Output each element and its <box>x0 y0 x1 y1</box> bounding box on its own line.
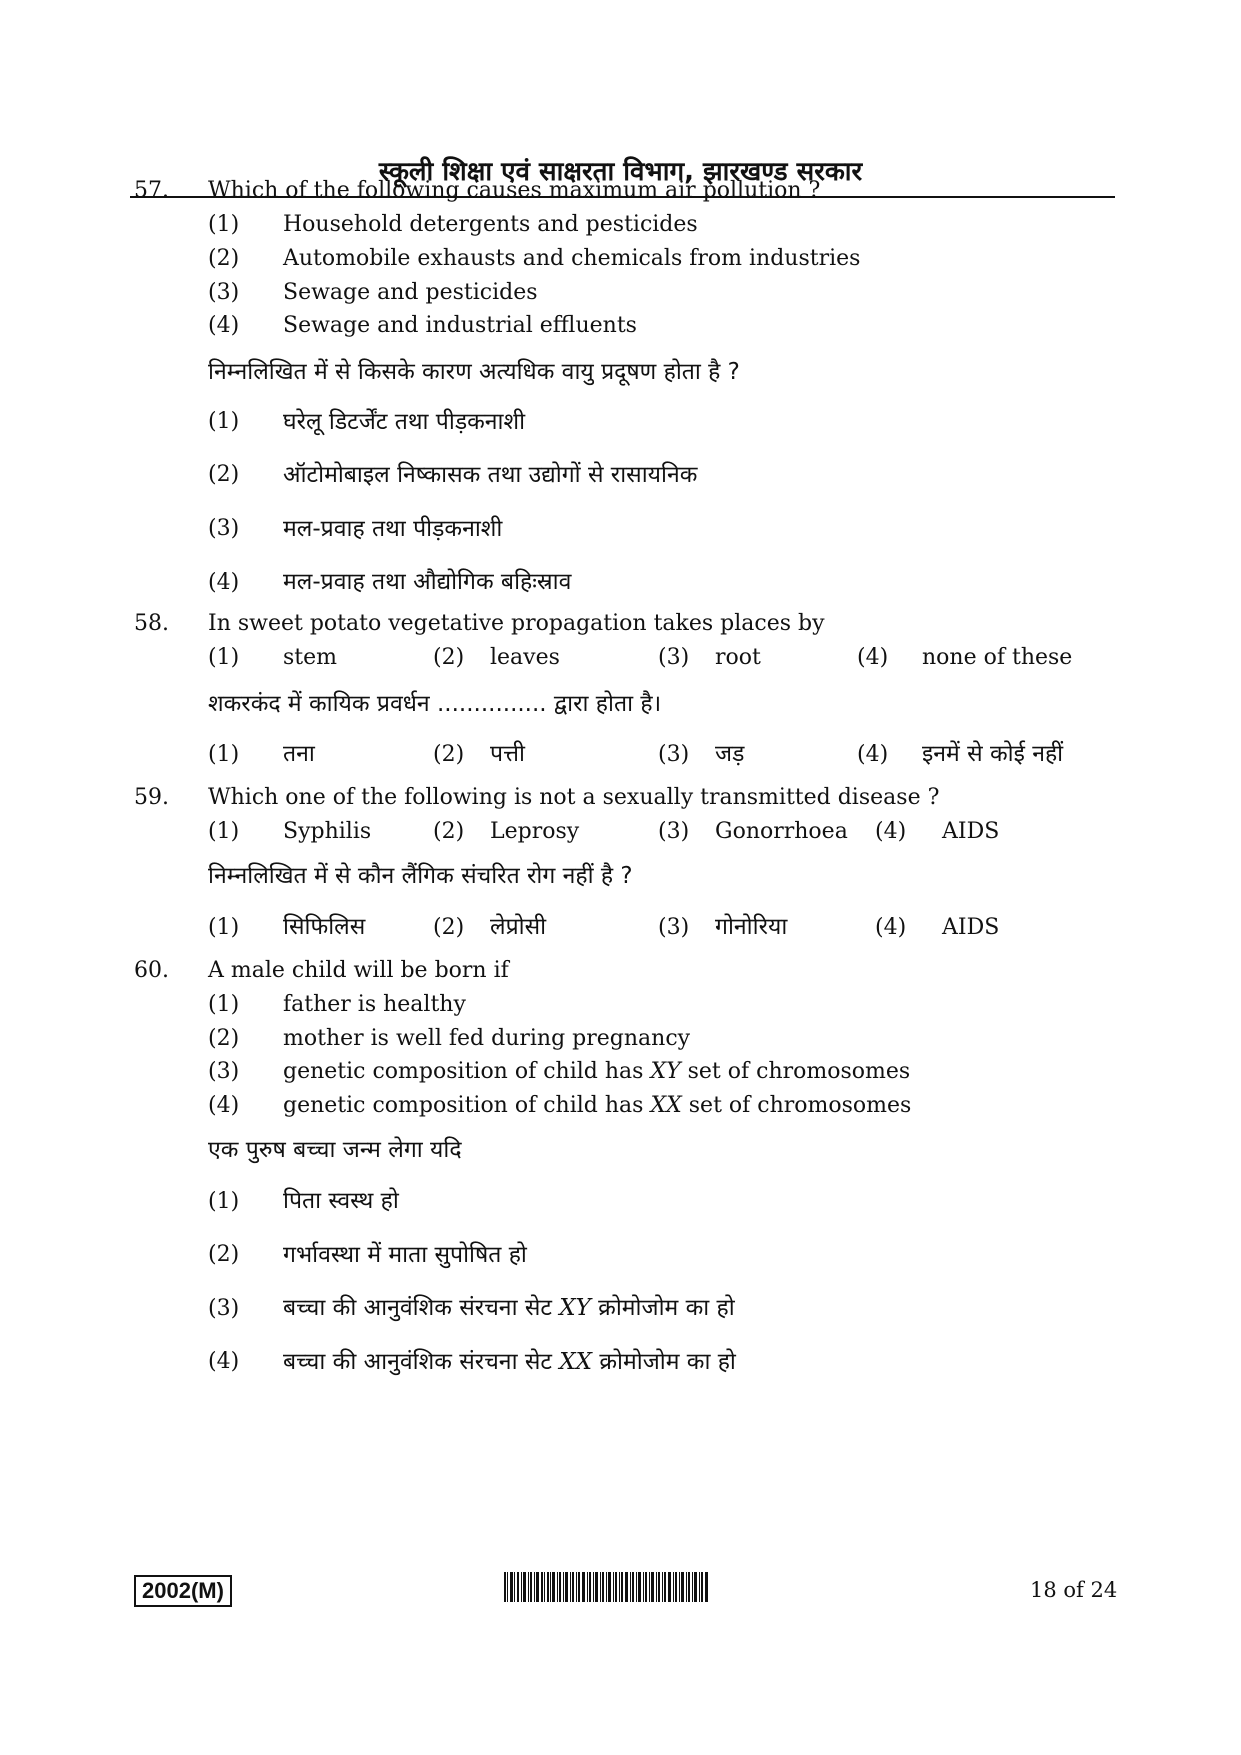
option-number: (2) <box>208 1242 240 1267</box>
chromosome-term: XX <box>559 1349 593 1375</box>
option-number: (2) <box>208 246 240 271</box>
barcode-graphic <box>504 1572 708 1602</box>
option-text: Leprosy <box>490 819 580 844</box>
option-number: (4) <box>208 570 240 595</box>
option-text-hi: गर्भावस्था में माता सुपोषित हो <box>283 1242 527 1268</box>
option-text <box>283 1059 910 1084</box>
option-text-hi: पिता स्वस्थ हो <box>283 1188 399 1214</box>
chromosome-term: XY <box>559 1295 591 1321</box>
option-number: (1) <box>208 819 240 844</box>
option-number: (2) <box>433 819 465 844</box>
chromosome-term: XX <box>650 1093 682 1118</box>
question-text-en: In sweet potato vegetative propagation takes places by <box>208 611 825 636</box>
question-number: 58. <box>134 611 169 636</box>
option-text-hi: मल-प्रवाह तथा औद्योगिक बहिःस्राव <box>283 569 572 595</box>
question-text-en: Which of the following causes maximum air pollution ? <box>208 178 821 203</box>
question-text-en: Which one of the following is not a sexually transmitted disease ? <box>208 785 940 810</box>
option-text: mother is well fed during pregnancy <box>283 1026 691 1051</box>
option-text: AIDS <box>942 819 1000 844</box>
option-number: (3) <box>208 280 240 305</box>
option-number: (3) <box>208 1296 240 1321</box>
option-text: Syphilis <box>283 819 372 844</box>
option-number: (1) <box>208 1189 240 1214</box>
option-number: (2) <box>433 645 465 670</box>
option-number: (4) <box>875 915 907 940</box>
option-text-suffix: क्रोमोजोम का हो <box>592 1349 736 1375</box>
question-text-en: A male child will be born if <box>208 958 509 983</box>
option-text: leaves <box>490 645 560 670</box>
option-number: (1) <box>208 992 240 1017</box>
option-text-hi <box>283 1344 736 1376</box>
option-text-hi: लेप्रोसी <box>490 914 547 940</box>
option-text: Household detergents and pesticides <box>283 212 698 237</box>
option-number: (2) <box>433 915 465 940</box>
question-number: 57. <box>134 178 169 203</box>
page-number: 18 of 24 <box>1030 1578 1118 1602</box>
option-text-hi: AIDS <box>942 915 1000 940</box>
option-number: (1) <box>208 212 240 237</box>
option-number: (4) <box>857 742 889 767</box>
option-text: Sewage and pesticides <box>283 280 538 305</box>
question-number: 60. <box>134 958 169 983</box>
option-text-prefix: genetic composition of child has <box>283 1059 651 1084</box>
option-text-hi: जड़ <box>715 741 745 767</box>
option-text-hi: गोनोरिया <box>715 914 788 940</box>
option-text: stem <box>283 645 338 670</box>
question-number: 59. <box>134 785 169 810</box>
option-number: (2) <box>433 742 465 767</box>
option-number: (2) <box>208 462 240 487</box>
option-text-hi: पत्ती <box>490 741 525 767</box>
option-text-hi: तना <box>283 741 315 767</box>
option-text-hi <box>283 1290 735 1322</box>
option-number: (1) <box>208 645 240 670</box>
option-text: Sewage and industrial effluents <box>283 313 637 338</box>
option-text-suffix: set of chromosomes <box>681 1093 912 1118</box>
option-text: Automobile exhausts and chemicals from industries <box>283 246 861 271</box>
chromosome-term: XY <box>650 1059 681 1084</box>
option-text-hi: मल-प्रवाह तथा पीड़कनाशी <box>283 516 503 542</box>
option-number: (3) <box>208 1059 240 1084</box>
page-header-title: स्कूली शिक्षा एवं साक्षरता विभाग, झारखण्ड सरकार <box>378 157 863 187</box>
option-text: none of these <box>922 645 1073 670</box>
option-number: (1) <box>208 409 240 434</box>
option-number: (3) <box>658 819 690 844</box>
option-text: father is healthy <box>283 992 466 1017</box>
option-text: root <box>715 645 761 670</box>
option-text-hi: घरेलू डिटर्जेंट तथा पीड़कनाशी <box>283 409 526 435</box>
option-number: (4) <box>208 1349 240 1374</box>
option-number: (1) <box>208 742 240 767</box>
question-text-hi: शकरकंद में कायिक प्रवर्धन ............... द्वारा होता है। <box>208 691 662 717</box>
option-text-hi: इनमें से कोई नहीं <box>922 741 1064 767</box>
paper-code-box: 2002(M) <box>134 1575 232 1607</box>
option-text-hi: सिफिलिस <box>283 914 366 940</box>
option-text-hi: ऑटोमोबाइल निष्कासक तथा उद्योगों से रासायनिक <box>283 462 698 488</box>
option-number: (3) <box>208 516 240 541</box>
option-number: (3) <box>658 645 690 670</box>
question-text-hi: निम्नलिखित में से किसके कारण अत्यधिक वायु प्रदूषण होता है ? <box>208 359 740 385</box>
question-text-hi: एक पुरुष बच्चा जन्म लेगा यदि <box>208 1137 462 1163</box>
option-text: Gonorrhoea <box>715 819 848 844</box>
option-number: (1) <box>208 915 240 940</box>
option-text-prefix: बच्चा की आनुवंशिक संरचना सेट <box>283 1295 560 1321</box>
option-number: (4) <box>875 819 907 844</box>
option-number: (4) <box>208 313 240 338</box>
option-number: (4) <box>857 645 889 670</box>
option-text-prefix: बच्चा की आनुवंशिक संरचना सेट <box>283 1349 560 1375</box>
option-number: (2) <box>208 1026 240 1051</box>
option-text-suffix: set of chromosomes <box>680 1059 911 1084</box>
option-text-suffix: क्रोमोजोम का हो <box>590 1295 735 1321</box>
question-text-hi: निम्नलिखित में से कौन लैंगिक संचरित रोग नहीं है ? <box>208 863 633 889</box>
option-number: (3) <box>658 915 690 940</box>
option-text-prefix: genetic composition of child has <box>283 1093 651 1118</box>
option-number: (3) <box>658 742 690 767</box>
option-text <box>283 1093 911 1118</box>
option-number: (4) <box>208 1093 240 1118</box>
